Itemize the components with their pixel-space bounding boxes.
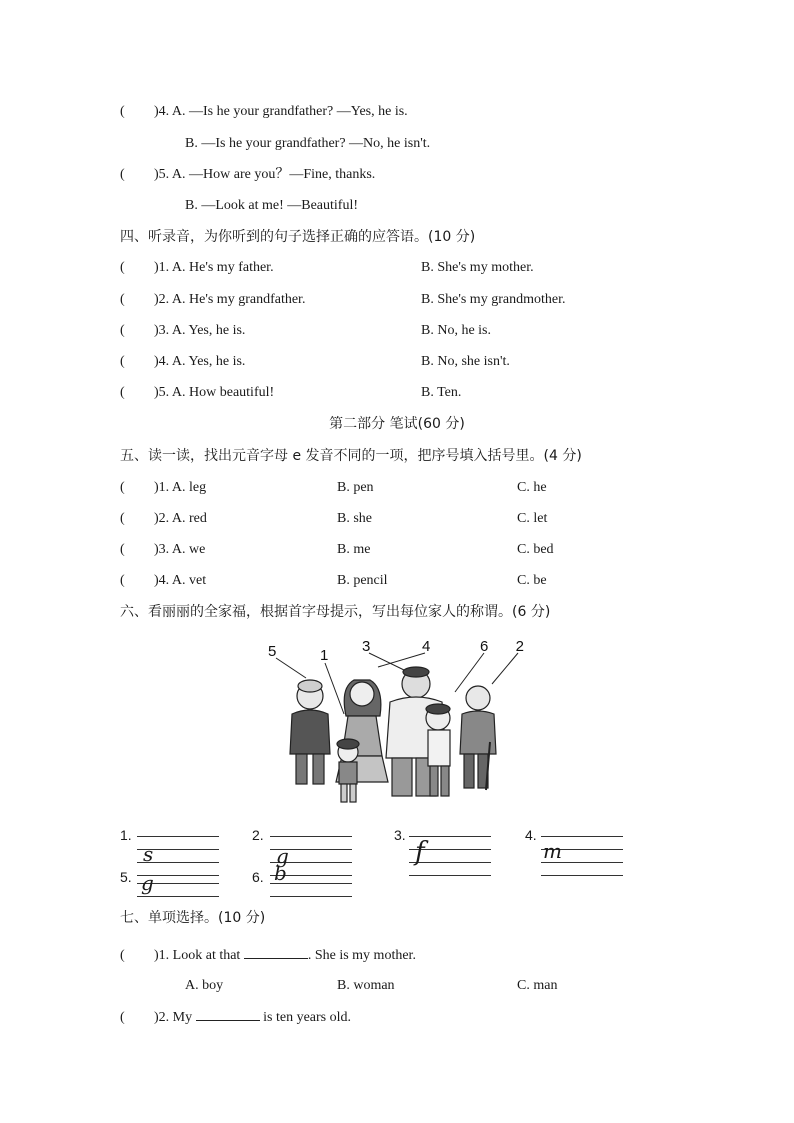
s4-q2 — [120, 291, 305, 309]
question-number: )4. — [154, 354, 170, 369]
s5-q3-option-c: C. bed — [517, 542, 554, 557]
blank-number-2: 2. — [252, 827, 264, 843]
answer-paren[interactable]: ( — [120, 948, 125, 963]
question-number: )1. — [154, 260, 170, 275]
s5-q2 — [120, 510, 207, 528]
option-a: A. He's my grandfather. — [171, 292, 306, 307]
family-photo-illustration — [262, 632, 524, 810]
s7-q1-option-c: C. man — [517, 978, 558, 993]
hint-letter-3: f — [415, 837, 425, 867]
option-a: A. vet — [171, 573, 207, 588]
answer-paren[interactable]: ( — [120, 354, 125, 369]
blank-number-4: 4. — [525, 827, 537, 843]
answer-paren[interactable]: ( — [120, 385, 125, 400]
answer-paren[interactable]: ( — [120, 167, 125, 182]
s7-q2 — [120, 1008, 351, 1027]
option-a: A. How beautiful! — [171, 385, 275, 400]
figure-label-2: 2 — [515, 638, 524, 655]
s5-q3-option-b: B. me — [337, 542, 371, 557]
part2-title: 第二部分 笔试(60 分) — [329, 416, 465, 432]
s5-q1 — [120, 479, 206, 497]
s4-q4-option-b: B. No, she isn't. — [421, 354, 510, 369]
writing-lines-5[interactable] — [137, 857, 219, 897]
hint-letter-4: m — [543, 839, 562, 863]
answer-paren[interactable]: ( — [120, 480, 125, 495]
question-number: )5. — [154, 167, 170, 182]
s5-q1-option-c: C. he — [517, 480, 547, 495]
s5-q3 — [120, 541, 205, 559]
s7-q1-option-a: A. boy — [185, 978, 224, 993]
option-a: A. we — [171, 542, 206, 557]
hint-letter-2: g — [276, 844, 289, 868]
s5-q2-option-b: B. she — [337, 511, 372, 526]
blank-number-6: 6. — [252, 869, 264, 885]
s7-q1 — [120, 946, 416, 965]
option-a: A. —Is he your grandfather? —Yes, he is. — [171, 104, 408, 119]
question-number: )2. — [154, 511, 170, 526]
option-a: A. red — [171, 511, 207, 526]
answer-paren[interactable]: ( — [120, 292, 125, 307]
option-a: A. leg — [171, 480, 207, 495]
blank-number-1: 1. — [120, 827, 132, 843]
s4-q2-option-b: B. She's my grandmother. — [421, 292, 566, 307]
section7-title: 七、单项选择。(10 分) — [120, 910, 266, 926]
option-a: A. —How are you？—Fine, thanks. — [171, 167, 376, 182]
s4-q5-option-b: B. Ten. — [421, 385, 462, 400]
blank-number-5: 5. — [120, 869, 132, 885]
s4-q3-option-b: B. No, he is. — [421, 323, 491, 338]
writing-lines-3[interactable] — [409, 836, 491, 876]
question-number: )2. — [154, 292, 170, 307]
question-number: )4. — [154, 104, 170, 119]
writing-lines-4[interactable] — [541, 836, 623, 876]
q3-5-option-b: B. —Look at me! —Beautiful! — [185, 198, 359, 213]
section5-title: 五、读一读，找出元音字母 e 发音不同的一项，把序号填入括号里。(4 分) — [120, 448, 582, 464]
figure-label-3: 3 — [362, 638, 371, 655]
question-text-post: is ten years old. — [259, 1010, 351, 1025]
s4-q5 — [120, 384, 274, 402]
answer-paren[interactable]: ( — [120, 511, 125, 526]
question-number: )5. — [154, 385, 170, 400]
s4-q1-option-b: B. She's my mother. — [421, 260, 534, 275]
question-text-pre: My — [172, 1010, 196, 1025]
hint-letter-5: g — [141, 871, 154, 895]
s4-q1 — [120, 259, 274, 277]
figure-label-1: 1 — [320, 647, 329, 664]
question-number: )4. — [154, 573, 170, 588]
answer-paren[interactable]: ( — [120, 573, 125, 588]
answer-paren[interactable]: ( — [120, 542, 125, 557]
q3-4-option-b: B. —Is he your grandfather? —No, he isn't. — [185, 136, 431, 151]
writing-lines-6[interactable] — [270, 857, 352, 897]
s5-q1-option-b: B. pen — [337, 480, 374, 495]
answer-paren[interactable]: ( — [120, 323, 125, 338]
question-text-pre: Look at that — [172, 948, 244, 963]
question-number: )3. — [154, 542, 170, 557]
fill-blank[interactable] — [244, 946, 308, 959]
answer-paren[interactable]: ( — [120, 260, 125, 275]
s5-q4-option-b: B. pencil — [337, 573, 388, 588]
answer-paren[interactable]: ( — [120, 104, 125, 119]
hint-letter-1: s — [143, 842, 154, 866]
q3-5-row — [120, 166, 375, 184]
option-a: A. Yes, he is. — [171, 323, 246, 338]
s4-q3 — [120, 322, 245, 340]
hint-letter-6: b — [274, 861, 287, 885]
figure-label-6: 6 — [480, 638, 489, 655]
question-text-post: . She is my mother. — [307, 948, 416, 963]
section4-title: 四、听录音，为你听到的句子选择正确的应答语。(10 分) — [120, 229, 476, 245]
answer-paren[interactable]: ( — [120, 1010, 125, 1025]
section6-title: 六、看丽丽的全家福，根据首字母提示，写出每位家人的称谓。(6 分) — [120, 604, 551, 620]
s5-q4 — [120, 572, 206, 590]
question-number: )3. — [154, 323, 170, 338]
option-a: A. Yes, he is. — [171, 354, 246, 369]
fill-blank[interactable] — [196, 1008, 260, 1021]
s7-q1-option-b: B. woman — [337, 978, 395, 993]
s5-q4-option-c: C. be — [517, 573, 547, 588]
figure-label-4: 4 — [422, 638, 431, 655]
s4-q4 — [120, 353, 245, 371]
option-a: A. He's my father. — [171, 260, 274, 275]
question-number: )1. — [154, 480, 170, 495]
figure-label-5: 5 — [268, 643, 277, 660]
question-number: )1. — [154, 948, 170, 963]
s5-q2-option-c: C. let — [517, 511, 548, 526]
question-number: )2. — [154, 1010, 170, 1025]
blank-number-3: 3. — [394, 827, 406, 843]
q3-4-row — [120, 103, 408, 121]
